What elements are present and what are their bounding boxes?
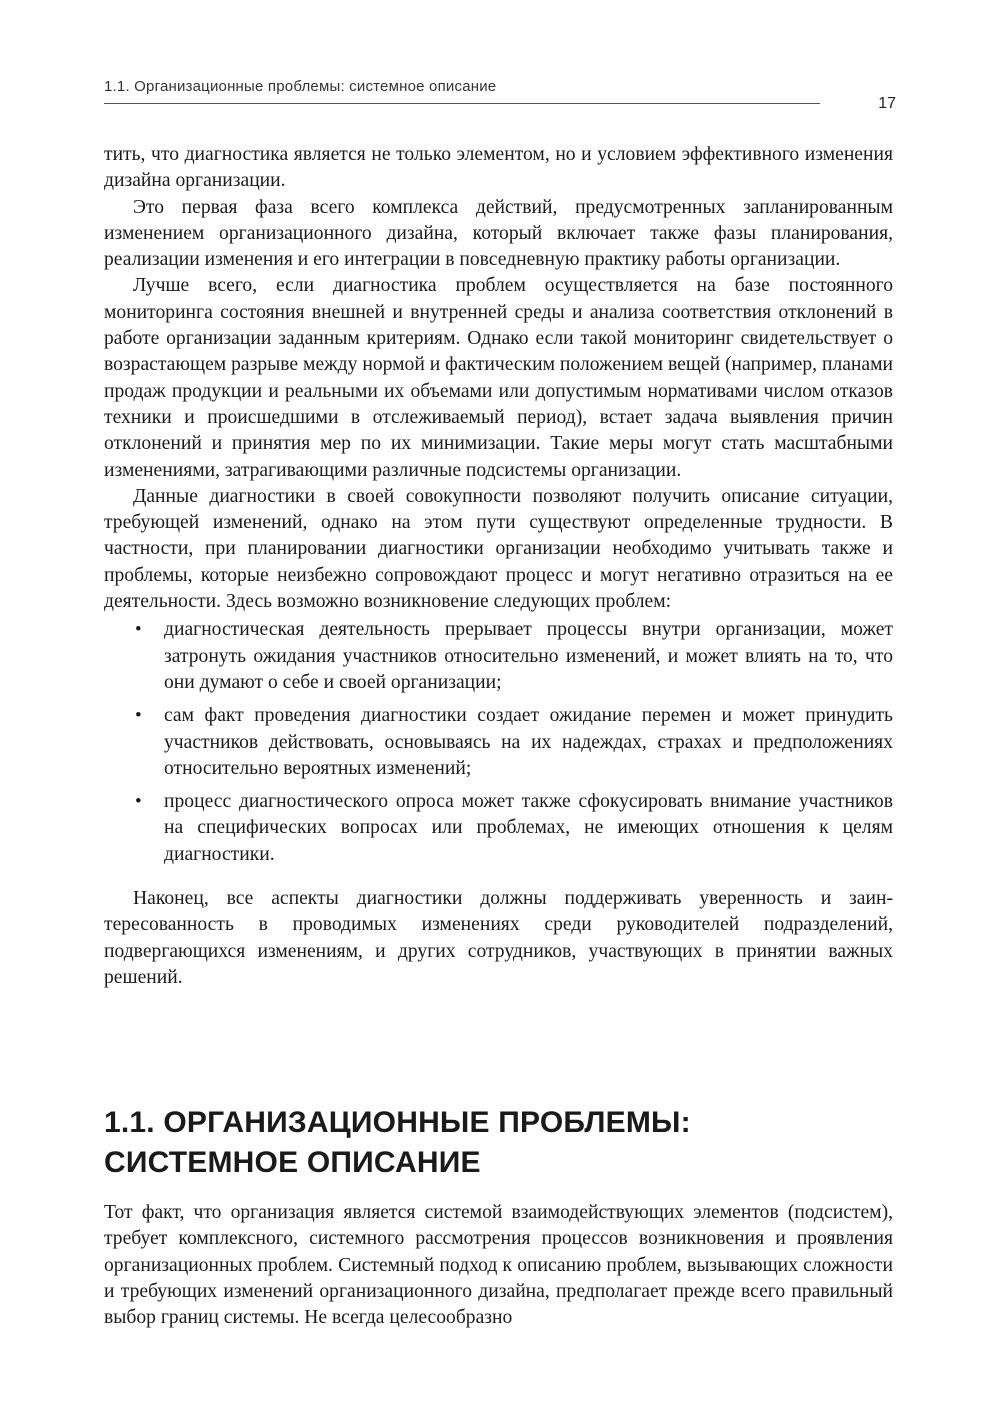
running-header: 1.1. Организационные проблемы: системное описание — [104, 78, 497, 95]
paragraph: Это первая фаза всего комплекса действий, предусмотренных запланированным изменением организационного дизайна, который включает также фазы планирования, реализации изменения и его интеграции в повседневную практику работы организации. — [104, 196, 893, 271]
main-text — [104, 142, 893, 991]
bullet-list — [104, 617, 893, 868]
paragraph: Данные диагностики в своей совокупности позволяют получить описание ситуации, требующей изменений, однако на этом пути существуют определенные трудности. В частности, при планировании диагностики организации необходимо учитывать также и проблемы, которые неизбежно сопровождают процесс и могут негативно отразиться на ее деятельности. Здесь возможно возникновение следующих проблем: — [104, 485, 893, 613]
list-item-text: диагностическая деятельность прерывает процессы внутри организации, может затронуть ожидания участников относительно изменений, и может влиять на то, что они думают о себе и своей организации; — [164, 619, 893, 693]
list-item-text: процесс диагностического опроса может также сфокусировать внимание участников на специфических вопросах или проблемах, не имеющих отношения к целям диагностики. — [164, 791, 893, 865]
bullet-icon: • — [135, 705, 142, 727]
bullet-icon: • — [135, 791, 142, 813]
list-item — [104, 703, 893, 782]
paragraph: тить, что диагностика является не только элементом, но и условием эффективного изменения дизайна организации. — [104, 144, 893, 192]
list-item-text: сам факт проведения диагностики создает ожидание перемен и может принудить участников действовать, основываясь на их надеждах, страхах и предположениях относительно вероятных изменений; — [164, 705, 893, 779]
list-item — [104, 617, 893, 696]
section-heading-line: СИСТЕМНОЕ ОПИСАНИЕ — [104, 1146, 481, 1179]
section-heading-line: 1.1. ОРГАНИЗАЦИОННЫЕ ПРОБЛЕМЫ: — [104, 1106, 691, 1139]
section-heading — [104, 1103, 893, 1183]
section-paragraph: Тот факт, что организация является системой взаимодействующих элементов (подсистем), требует комплексного, системного рассмотрения процессов возникновения и проявления организационных проблем. Системный подход к описанию проблем, вызывающих сложности и требующих изменений организационного дизайна, предполагает прежде всего правильный выбор границ системы. Не всегда целесообразно — [104, 1202, 893, 1329]
paragraph: Лучше всего, если диагностика проблем осуществляется на базе постоянного мониторинга состояния внешней и внутренней среды и анализа соответствия отклонений в работе организации заданным критериям. Однако если такой мониторинг свидетельствует о возрастающем разрыве между нормой и фактическим положением вещей (например, планами продаж продукции и реальными их объемами или допустимым нормативами числом отказов техники и происшедшими в отслеживаемый период), встает задача выявления причин отклонений и принятия мер по их минимизации. Такие меры могут стать масштабными изменениями, затрагивающими различные подсистемы организации. — [104, 275, 893, 481]
closing-paragraph: Наконец, все аспекты диагностики должны поддерживать уверенность и заинтересованность в проводимых изменениях среди руководителей подразделений, подвергающихся изменениям, и других сотрудников, участвующих в принятии важных решений. — [104, 888, 893, 988]
page-number: 17 — [878, 95, 896, 112]
list-item — [104, 789, 893, 868]
section-text — [104, 1200, 893, 1331]
header-rule — [104, 103, 820, 104]
bullet-icon: • — [135, 619, 142, 641]
